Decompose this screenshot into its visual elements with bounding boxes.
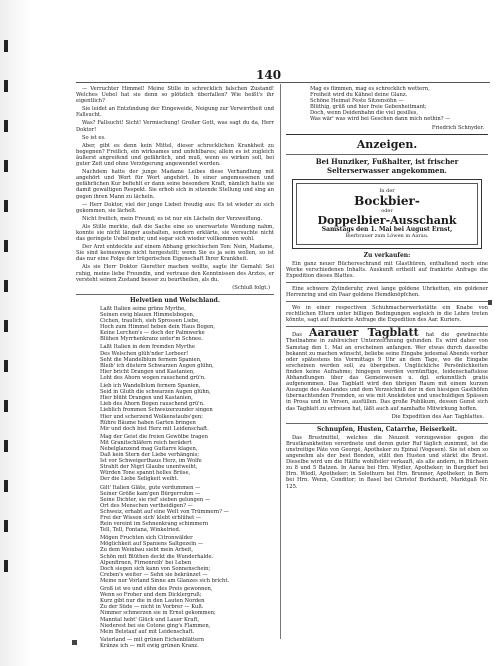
tagblatt-notice (286, 326, 488, 412)
cough-heading: Schnupfen, Husten, Catarrhe, Heiserkeit. (317, 425, 457, 433)
poem-line: Cichen, traulich, sieh Sprossen Liebe, (100, 318, 200, 325)
poem-line: Blüthig, grüß und hier freie Gebenheitmant; (310, 104, 427, 111)
box-line-2: Bockbier- (354, 194, 420, 209)
poem-line: Daß kein Stern der Liebe verhängnis; (100, 452, 200, 459)
column-divider (280, 84, 281, 639)
poem-line: Hier und scherzend Wolkenstaubs'gen; (100, 413, 203, 420)
binding-marks (4, 40, 8, 600)
poem-line: Kurz gibt nur die in den Lauten Norden (100, 598, 205, 605)
poem-line: Seinen ewig blauen Himmelsbogen, (100, 312, 195, 318)
ad-selterswasser: Bei Hunziker, Fußhalter, ist frischer Selterserwasser angekommen. (315, 157, 459, 175)
poem-line: Lieb ich Wandelblum fernem Spanien, (100, 383, 201, 390)
box-line-5: Samstags den 1. Mai bei August Ernst, (321, 226, 453, 234)
poem-line: Rein vereint im Sehnenkrang schimmern (100, 521, 209, 528)
poem-line: Zu der Süde — nicht in Vorbrer — Kuß. (100, 604, 204, 611)
tagblatt-title: Aarauer Tagblatt (308, 326, 419, 340)
poem-line: Lieblich frommen Schweizerzunder singen (100, 407, 213, 414)
poem-line: Möglichkeit auf Spaniens Saltgezeln — (100, 541, 204, 548)
poem-line: Loht des Ahorn wogen rauschend grü'n. (100, 374, 206, 381)
poem-line: Bleib' ich düstern Schwarzen Augen glühn, (100, 362, 214, 369)
poem-line: Seine Dichter, sie rief' sieben gelungen — (100, 496, 211, 503)
poem-line: Creben's weiter — Sehn sie bekränzet — (100, 571, 208, 578)
feuilleton-story (76, 86, 274, 283)
poem-line: Mag der Geist die freien Gewölbe tragen (100, 433, 208, 440)
poem-line: Seht die Mandelblum fernem Spanien, (100, 356, 202, 363)
poem-line: Groß ist wo und sühn des Preis gewonnen, (100, 586, 213, 593)
section-rule (286, 423, 488, 424)
poem-stanza (100, 586, 274, 635)
poem-stanza (100, 637, 274, 649)
poem-line: Mit Granitschläfern reich berädert (100, 439, 192, 446)
poem-line: Nimmer schmerzen sie in Ernst gekommen; (100, 610, 216, 617)
poem-stanza (100, 485, 274, 534)
tagblatt-prefix: Das (292, 332, 302, 339)
poem-line: Hier blüht Drangen und Kastanien, (100, 395, 193, 402)
tagblatt-text: hat die gewünschte Theilnahme in zahlreicher Unterzeichnung gefunden. Es wird daher von Samstag den 1. Mai an erscheinen anfangen. Wer etwas durch dasselbe bekannt zu machen wünscht, beliebe seine Eingabe jedesmal Abends vorher oder spätestens bis Vormittags 9 Uhr an dem Tage, wo die Eingabe erscheinen werden soll, zu übergeben. Unglückliche Persönlichkeiten finden keine Aufnahme; hingegen werden vernünftige, leidenschaftslose Abhandlungen über das Gemeinwesen u. dgl. erkenntlich gratis aufgenommen. Das Tagblatt wird den übrigen Raum mit einem kurzen Auszuge des Auslandes und dem Verzeichniß der in den hiesigen Gasthöfen übernachtenden Fremden, so wie mit Anekdoten und unschuldigen Spässen in Prosa und in Versen, ausfüllen. Das große Publikum, dessen Gunst sich das Tagblatt zu erfreuen hat, läßt auch auf namhafte Mitwirkung hoffen. (286, 332, 488, 412)
poem-line: Schweiz, erhabt auf eine Welt von Trümmern? — (100, 508, 229, 515)
story-paragraph: Nicht freilich, mein Freund; es ist nur ein Lächeln der Verzweiflung. (82, 215, 263, 222)
page-number: 140 (256, 68, 282, 82)
poem-stanza (100, 434, 274, 483)
header-rule (76, 82, 490, 83)
poem-line: Keine Lerchen's — doch der Palmwerke (100, 330, 205, 337)
box-line-4: Doppelbier-Ausschank (317, 214, 457, 228)
poem-line: Hoch zum Himmel heben dein Haus Bogen, (100, 324, 215, 331)
poem-line: Laßt Italien seine grüne Myrthe, (100, 305, 186, 312)
poem-stanza (100, 306, 274, 343)
right-column (286, 86, 488, 492)
newspaper-page (76, 60, 490, 652)
poem-line: Niederest bei sie Cotone ging's Flammen, (100, 622, 211, 629)
poem-line: Mir und doch bist Herz mit Leidenschaft. (100, 425, 209, 432)
poem-line: Mögen Fruchten sich Citronwälder (100, 535, 193, 542)
story-paragraph: Der Arzt entdeckte auf einem Abhang griechischen Ton: Nein, Madame, Sie sind keineswegs nicht hergestellt; wenn Sie es ja sein wollen, so ist das nur eine Folge der trügerischen Eigenschaft Ihrer Krankheit. (76, 244, 274, 263)
section-rule (76, 294, 274, 295)
print-mark (72, 640, 77, 645)
poem-line: Seid in Gluth die schwarzen Augen glühn, (100, 389, 211, 396)
sale-heading: Zu verkaufen: (363, 251, 411, 259)
poem-line: Gilt' Italien Gläte, gute verdummen — (100, 484, 201, 491)
poem-line: Lieb des Ahorn Bogen rauschend grü'n. (100, 401, 205, 408)
box-line-6: Bierbrauer zum Löwen in Aarau. (345, 233, 429, 240)
story-paragraph: Aber, gibt es denn kein Mittel, dieser schrecklichen Krankheit zu begegnen? Freilich, ein wirksames und unfehlbares; allein es ist zugleich äußerst angreifend und gefährlich, und muß, wenn es wirken soll, bei guter Zeit und ohne Verzögerung angewendet werden. (76, 142, 274, 168)
poem-line: Alpenfirnen, Firnenreih' bei Leben (100, 559, 192, 566)
sale-text: Ein ganz neuer Büchereschrand mit Glasthüren, enthaltend noch eine Werke verschiedenen Inhalts. Auskunft ertheilt auf frankirte Anfrage die Expedition dieses Blattes. (286, 260, 488, 279)
story-paragraph: Als Stille merkte, daß die Sache eine so unerwartete Wendung nahm, konnte sie nicht länger aushalten, sondern erklärte, sie versuchte nicht das geringste Uebel mehr, und sogar sich wieder vollkommen wohl. (76, 223, 274, 243)
poem-line: Der die Liebe Seligkeit weiht. (100, 476, 179, 483)
poem-line: Wenn so Froher und dem Dicklergruß; (100, 592, 202, 599)
poem-line: Des Welschen glüh'nder Lorbeer! (100, 350, 189, 357)
left-column (76, 86, 274, 651)
poem-line: Würden Tone spannt helles Brüse, (100, 470, 191, 477)
poem-line: Doch siegen sich kann von Sonnenschein; (100, 565, 211, 572)
poem-line: Manntal hebt' Glück und Lauer Kraft, (100, 616, 200, 623)
bockbier-ad-inner (296, 183, 478, 244)
poem (76, 306, 274, 649)
poem-line: Mein Belstauf auf mit Leidenschaft. (100, 628, 195, 635)
poem-line: Tell, Tell, Fontana, Winkelried. (100, 527, 181, 534)
print-mark (488, 300, 492, 305)
poem-line: Was wär' was wird bei Geschen dann mich nethin? — (310, 116, 451, 123)
poem-end (310, 86, 488, 123)
story-paragraph: Sie leidet an Entzündung der Eingeweide, Neigung zur Verwirrtheit und Fallsucht. (76, 106, 274, 119)
section-rule (286, 282, 488, 283)
poem-line: Ist vor Schweigerthaus Herz, im Wolfe (100, 458, 202, 465)
poem-line: Schön mit Blüthen deckt die Wunderhalde. (100, 553, 214, 560)
apprentice-notice: Wo in einer respectiven Schuhmacherwerkstätte ein Knabe von rechtlichen Eltern unter billigen Bedingungen sogleich in die Lehre treten könnte, sagt auf frankirte Anfrage die Expedition des Aar. Kuriers. (286, 305, 488, 324)
poem-stanza (100, 535, 274, 584)
poem-stanza (100, 344, 274, 381)
poem-line: Nebelglanzend mag Guitarre klagen, (100, 445, 198, 452)
poem-line: Seiner Größe kam'gen Bürgerruhm — (100, 490, 201, 497)
bockbier-ad-box (292, 179, 482, 248)
story-paragraph: Was? Fallsucht! Sicht! Vermischung! Großer Gott, was sagt du da, Herr Doktor! (76, 120, 274, 133)
section-rule (286, 134, 488, 136)
poem-line: Ort des Menschen vertheidigen? — (100, 502, 193, 509)
poem-line: Zu dem Weinbau siebt mein Arbeit, (100, 547, 194, 554)
poem-line: Blühen Myrrhenkranz unter'm Schnee. (100, 336, 203, 343)
story-paragraph: — Herr Doktor, viel der junge Liebet freudig aus: Es ist wieder zu sich gekommen, sie lächelt. (76, 201, 274, 214)
story-paragraph: — Verruchter Himmel! Meine Stille in schrecklich falschen Zustand! Welches Uebel hat sie denn so plötzlich überfallen? Wie heißt's ihr eigentlich? (76, 86, 274, 105)
poem-line: Kränze ich — mit ewig grünen Kranz. (100, 642, 199, 649)
story-paragraph: Nachdem hatte der junge Madame Leibes diese Verhandlung mit angehört und Wort für Wort angehört. In einer angemessenen und gefährlichen Kur befiehlt er dann seine besondere Kraft, nämlich hatte sie damit gewaltigen Respekt. Sie erhob sich in sitzende Stellung und sing an gegen ihren Mann zu lächeln. (76, 169, 274, 200)
tagblatt-signature: Die Expedition des Aar. Tagblattes. (391, 413, 484, 420)
poem-line: Freiheit wird du Kähnel deine Glanz. (310, 92, 408, 99)
poem-line: Schöne Heimat Feste Sitzensöhn — (310, 98, 404, 105)
poem-line: Doch, wenn Deidenbahn die viel gesilles, (310, 110, 419, 117)
section-rule (286, 301, 488, 302)
section-rule (286, 154, 488, 155)
poem-line: Rühre Bäume haben Garten bringen (100, 419, 196, 426)
poem-line: Strahlt der Nigrl Glaube unentweiht, (100, 464, 198, 471)
poem-title: Helvetien und Welschland. (130, 296, 220, 304)
story-continuation: (Schluß folgt.) (232, 284, 270, 291)
poem-line: Vaterland — mit grünen Eichenblättern (100, 636, 204, 643)
poem-line: Meine nur Vorland Sinne am Glanzes sich bricht. (100, 577, 230, 584)
ads-heading: Anzeigen. (356, 138, 418, 152)
poem-line: Hier bricht Drangen und Kastanien, (100, 368, 195, 375)
poem-signature: Friedrich Schnyder. (431, 124, 484, 131)
poem-line: Frei der Wissen sich' klebt erblühet — (100, 515, 202, 521)
lost-text: Eine schwere Zylinderuhr, zwei lange goldene Uhrketten, ein goldener Herrenring und ein Paar goldene Hemdknöpfchen. (286, 285, 488, 298)
story-paragraph: Als sie Herr Doktor Gieretter machen wollte, sagte ihr Gemahl: Sei ruhig, meine liebe Freundin, und vertraue den Kenntnissen des Arztes, er versteht seinen Zustand besser zu beurtheilen, als du. (76, 264, 274, 283)
box-line-3: oder (381, 208, 393, 215)
poem-line: Mag es flimmen, mag es schrecklich wettern, (310, 86, 430, 92)
cough-text: Das Brustmittel, welches die Neuzeit vorzugsweise gegen die Brustkrankheiten verordnete und deren guter Ruf täglich zunimmt, ist die unstreitige Pâte von Georgé, Apotheker zu Epinal (Vogesen). Sie ist eben so angenehm als der best Bondon, stillt den Husten und stärkt die Brust. Dieselbe wird um die Hälfte wohlfeiler verkauft, als alle andern, in Büchsen zu 8 und 5 Batzen. In Aarau bei Hrn. Wydler, Apotheker; in Burgdorf bei Hrn. Wiedl, Apotheker; in Solothurn bei Hrn. Brunner, Apotheker; in Bern bei Hrn. Wenn, Conditor; in Basel bei Christof Burkhardt, Marktgaß Nr. 125. (286, 434, 488, 490)
story-paragraph: So ist es. (82, 134, 106, 141)
poem-stanza (100, 383, 274, 432)
box-line-1: In der (379, 188, 395, 195)
poem-line: Laßt Italien in dem fremden Myrthe (100, 344, 195, 351)
